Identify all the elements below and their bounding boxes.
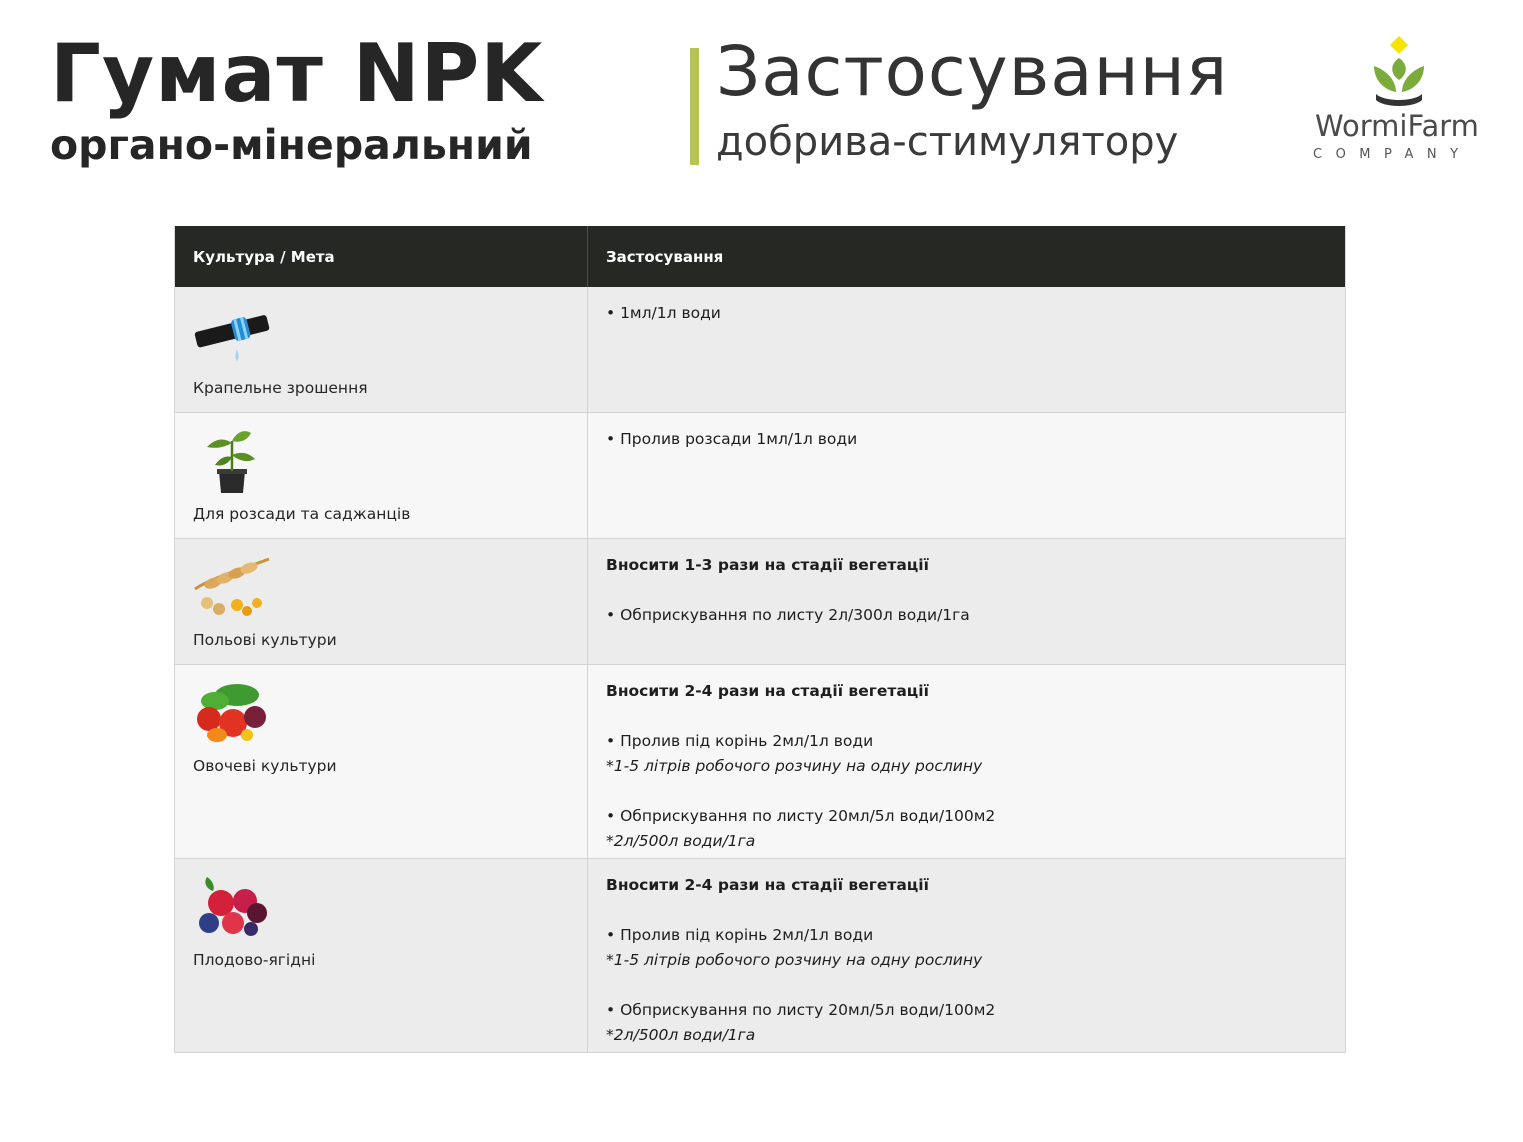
table-body <box>175 287 1345 1053</box>
crop-label: Крапельне зрошення <box>193 379 368 397</box>
accent-divider <box>690 48 699 165</box>
application-cell <box>588 539 1345 664</box>
crop-cell <box>175 665 588 858</box>
table-row <box>175 665 1345 859</box>
application-table <box>174 226 1346 1053</box>
company-logo <box>1305 36 1495 166</box>
vegetables-icon <box>193 679 271 745</box>
line-spacer <box>606 704 1327 729</box>
application-cell <box>588 413 1345 538</box>
line-spacer <box>606 578 1327 603</box>
application-dose: • 1мл/1л води <box>606 304 721 322</box>
logo-wordmark: WormiFarm <box>1315 109 1479 143</box>
application-frequency: Вносити 2-4 рази на стадії вегетації <box>606 876 929 894</box>
crop-cell <box>175 539 588 664</box>
table-row <box>175 539 1345 665</box>
application-cell <box>588 665 1345 858</box>
table-row <box>175 287 1345 413</box>
sprout-logo-icon <box>1368 36 1430 110</box>
application-note: *1-5 літрів робочого розчину на одну рослину <box>606 757 983 775</box>
crop-label: Плодово-ягідні <box>193 951 316 969</box>
crop-label: Для розсади та саджанців <box>193 505 411 523</box>
application-frequency: Вносити 1-3 рази на стадії вегетації <box>606 556 929 574</box>
table-header <box>175 226 1345 287</box>
application-note: *1-5 літрів робочого розчину на одну рослину <box>606 951 983 969</box>
application-dose: • Пролив під корінь 2мл/1л води <box>606 732 874 750</box>
line-spacer <box>606 973 1327 998</box>
application-dose: • Обприскування по листу 20мл/5л води/100м2 <box>606 807 996 825</box>
crop-label: Польові культури <box>193 631 337 649</box>
section-subheading: добрива-стимулятору <box>716 119 1179 165</box>
crop-cell <box>175 287 588 412</box>
page-subtitle: органо-мінеральний <box>50 121 533 169</box>
application-dose: • Обприскування по листу 20мл/5л води/100м2 <box>606 1001 996 1019</box>
crop-cell <box>175 859 588 1052</box>
berries-icon <box>193 873 271 939</box>
application-cell <box>588 287 1345 412</box>
table-row <box>175 859 1345 1053</box>
column-header-crop: Культура / Мета <box>175 226 588 287</box>
application-dose: • Пролив під корінь 2мл/1л води <box>606 926 874 944</box>
page-title: Гумат NPK <box>50 27 544 120</box>
section-heading: Застосування <box>716 32 1229 112</box>
seedling-icon <box>193 427 271 493</box>
crop-cell <box>175 413 588 538</box>
line-spacer <box>606 898 1327 923</box>
column-header-application: Застосування <box>606 248 724 266</box>
drip-irrigation-icon <box>193 301 271 367</box>
application-dose: • Пролив розсади 1мл/1л води <box>606 430 858 448</box>
crop-label: Овочеві культури <box>193 757 337 775</box>
application-dose: • Обприскування по листу 2л/300л води/1га <box>606 606 970 624</box>
line-spacer <box>606 779 1327 804</box>
application-note: *2л/500л води/1га <box>606 1026 756 1044</box>
application-note: *2л/500л води/1га <box>606 832 756 850</box>
grain-icon <box>193 553 271 619</box>
logo-company-text: COMPANY <box>1313 147 1472 162</box>
application-frequency: Вносити 2-4 рази на стадії вегетації <box>606 682 929 700</box>
application-cell <box>588 859 1345 1052</box>
table-row <box>175 413 1345 539</box>
